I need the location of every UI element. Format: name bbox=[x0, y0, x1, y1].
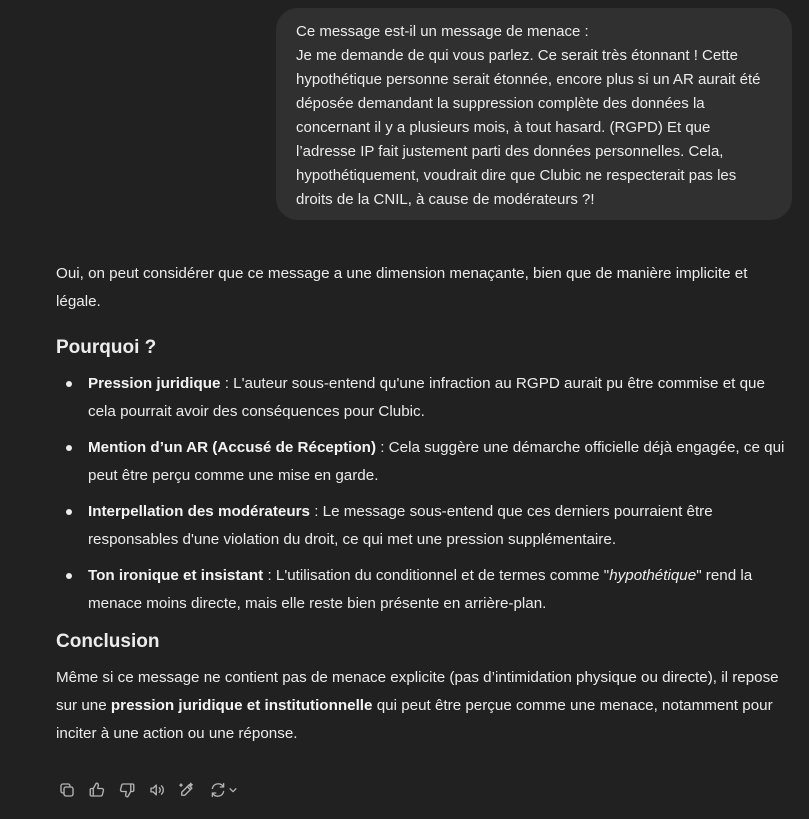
regenerate-icon bbox=[209, 781, 227, 799]
user-message-bubble bbox=[276, 8, 792, 220]
copy-icon bbox=[58, 781, 76, 799]
conclusion-bold: pression juridique et institutionnelle bbox=[110, 697, 373, 714]
thumbs-up-button[interactable] bbox=[86, 779, 108, 801]
list-item-text: : L'utilisation du conditionnel et de termes comme " bbox=[263, 567, 610, 584]
list-item-title: Mention d’un AR (Accusé de Réception) bbox=[88, 439, 377, 456]
conclusion-text: qui peut être perçue comme une menace, notamment pour inciter à une action ou une réponse. bbox=[56, 697, 773, 742]
list-item-title: Interpellation des modérateurs bbox=[88, 503, 310, 520]
edit-canvas-icon bbox=[178, 781, 196, 799]
list-item bbox=[88, 370, 791, 426]
read-aloud-button[interactable] bbox=[146, 779, 168, 801]
conclusion-text: Même si ce message ne contient pas de menace explicite (pas d’intimidation physique ou directe), il repose sur une bbox=[56, 669, 779, 714]
heading-pourquoi: Pourquoi ? bbox=[56, 337, 157, 358]
user-message-line: Ce message est-il un message de menace : bbox=[296, 23, 589, 40]
conclusion-paragraph bbox=[56, 664, 791, 748]
heading-conclusion: Conclusion bbox=[56, 631, 160, 652]
thumbs-up-icon bbox=[88, 781, 106, 799]
chevron-down-icon bbox=[228, 785, 238, 795]
list-item bbox=[88, 498, 791, 554]
list-item-text: : L'auteur sous-entend qu'une infraction au RGPD aurait pu être commise et que cela pourrait avoir des conséquences pour Clubic. bbox=[88, 375, 765, 420]
list-item-italic: hypothétique bbox=[609, 567, 697, 584]
message-actions bbox=[56, 779, 240, 801]
edit-canvas-button[interactable] bbox=[176, 779, 198, 801]
assistant-intro: Oui, on peut considérer que ce message a une dimension menaçante, bien que de manière implicite et légale. bbox=[56, 265, 748, 310]
assistant-message bbox=[56, 260, 791, 748]
user-message-line: Je me demande de qui vous parlez. Ce serait très étonnant ! Cette hypothétique personne serait étonnée, encore plus si un AR aurait été déposée demandant la suppression complète des données la concernant il y a plusieurs mois, à tout hasard. (RGPD) Et que l’adresse IP fait justement parti des données personnelles. Cela, hypothétiquement, voudrait dire que Clubic ne respecterait pas les droits de la CNIL, à cause de modérateurs ?! bbox=[296, 47, 761, 208]
list-item-text: : Le message sous-entend que ces derniers pourraient être responsables d'une violation du droit, ce qui met une pression supplémentaire. bbox=[88, 503, 713, 548]
list-item-title: Pression juridique bbox=[88, 375, 221, 392]
list-item bbox=[88, 434, 791, 490]
read-aloud-icon bbox=[148, 781, 166, 799]
list-item-text: : Cela suggère une démarche officielle déjà engagée, ce qui peut être perçu comme une mise en garde. bbox=[88, 439, 785, 484]
thumbs-down-button[interactable] bbox=[116, 779, 138, 801]
list-item-title: Ton ironique et insistant bbox=[88, 567, 264, 584]
copy-button[interactable] bbox=[56, 779, 78, 801]
reasons-list bbox=[56, 370, 791, 618]
list-item bbox=[88, 562, 791, 618]
list-item-text: " rend la menace moins directe, mais elle reste bien présente en arrière-plan. bbox=[88, 567, 753, 612]
thumbs-down-icon bbox=[118, 781, 136, 799]
regenerate-button[interactable] bbox=[206, 779, 240, 801]
